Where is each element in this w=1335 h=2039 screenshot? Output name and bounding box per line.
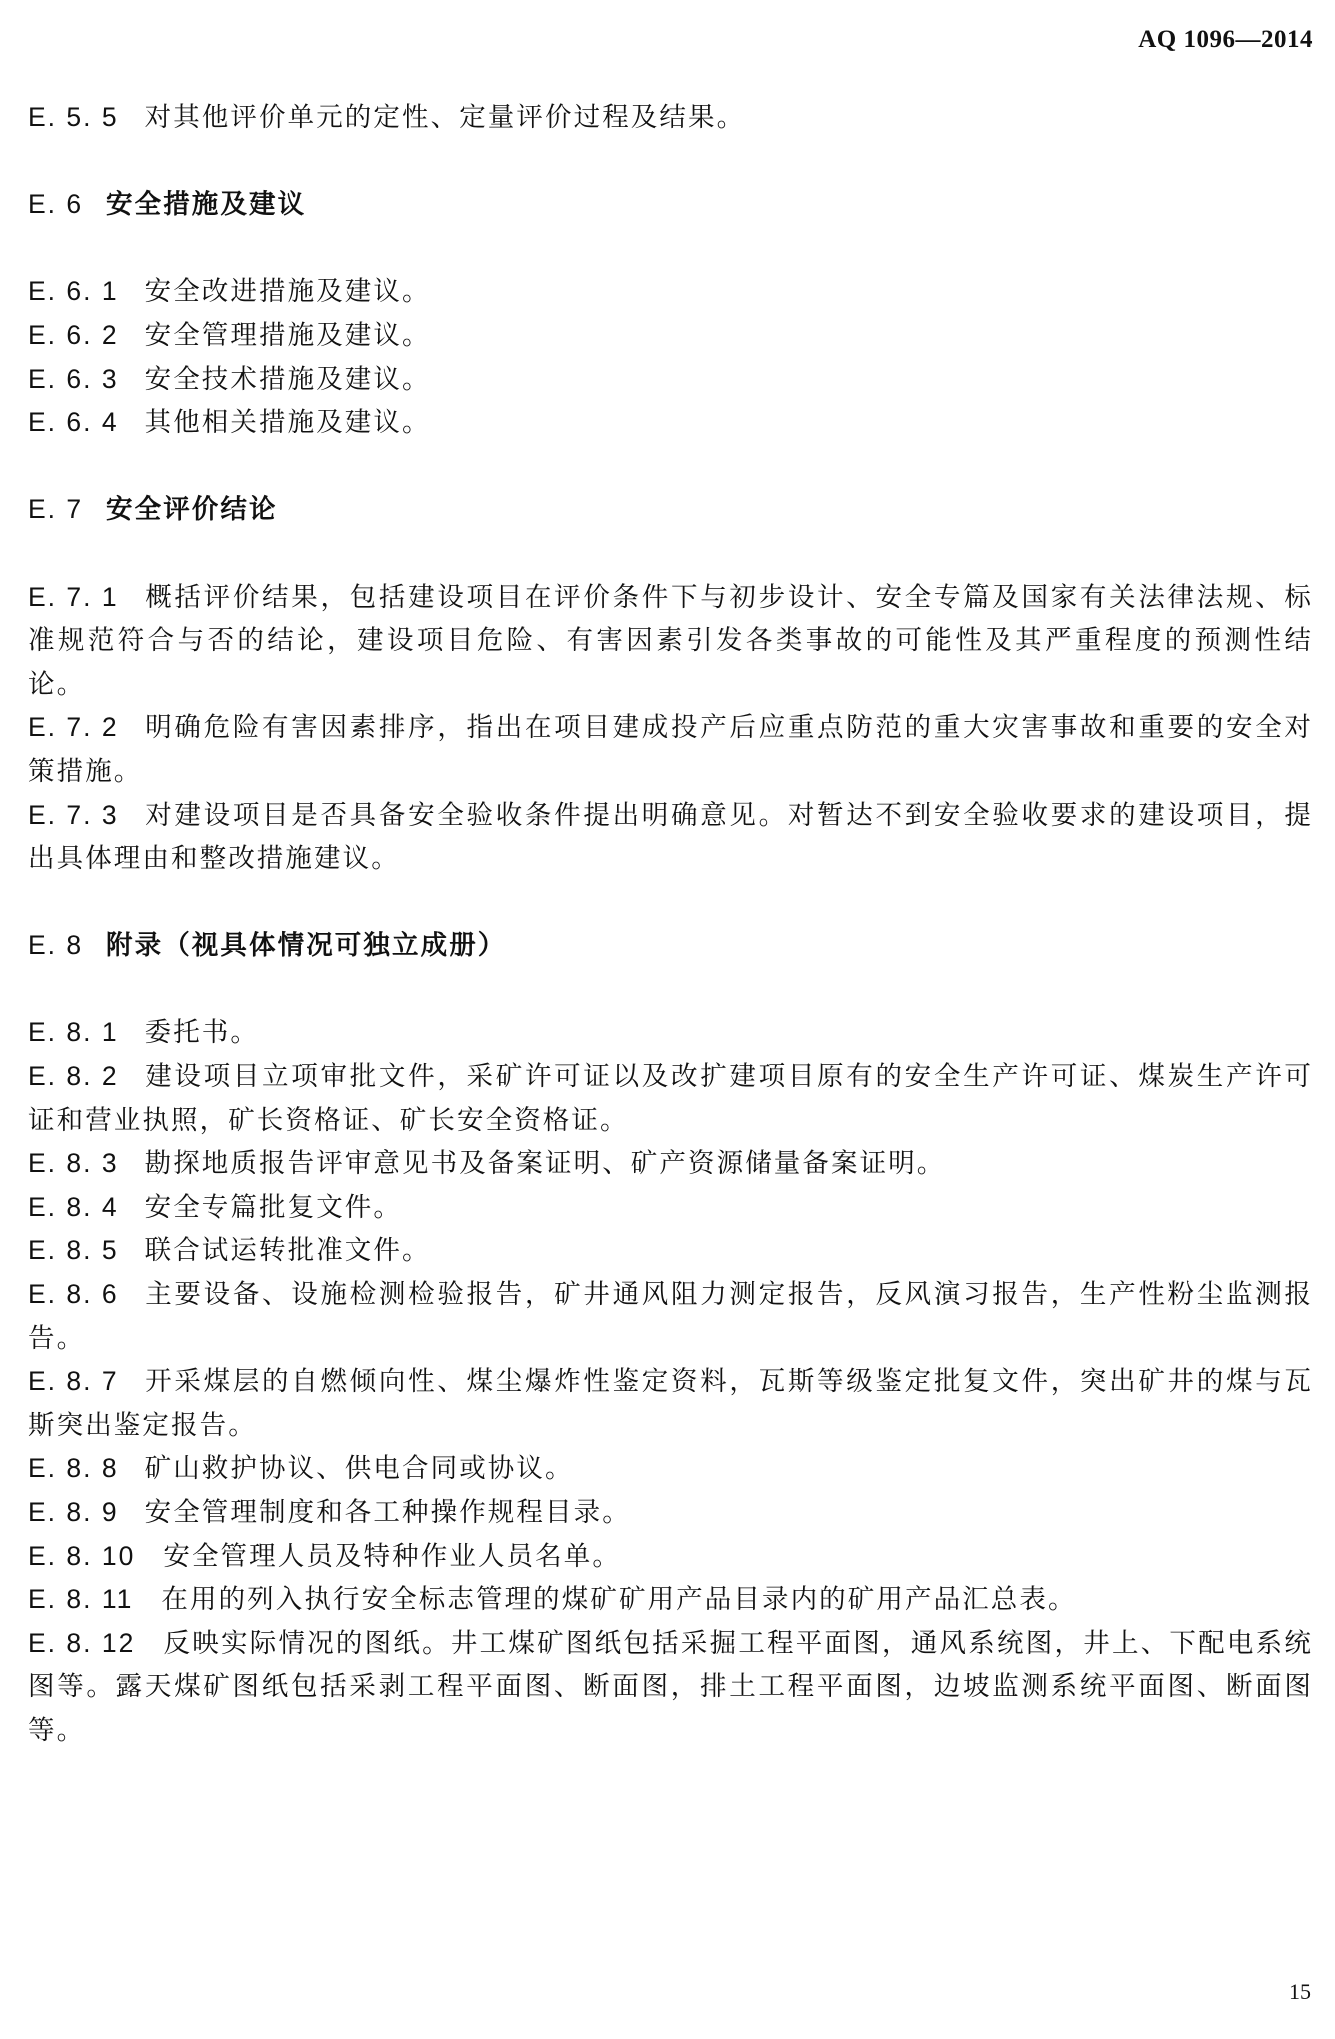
clause-number: E. 8. 5 bbox=[28, 1235, 119, 1266]
clause-text: 概括评价结果，包括建设项目在评价条件下与初步设计、安全专篇及国家有关法律法规、标准规范符合与否的结论，建设项目危险、有害因素引发各类事故的可能性及其严重程度的预测性结论。 bbox=[28, 581, 1313, 700]
clause-number: E. 8. 10 bbox=[28, 1540, 136, 1571]
clause-number: E. 8. 9 bbox=[28, 1497, 119, 1527]
clause-number: E. 8. 1 bbox=[28, 1017, 119, 1048]
clause-text: 委托书。 bbox=[144, 1017, 260, 1049]
clause-text: 建设项目立项审批文件，采矿许可证以及改扩建项目原有的安全生产许可证、煤炭生产许可证和营业执照，矿长资格证、矿长安全资格证。 bbox=[28, 1061, 1313, 1136]
clause-text: 对建设项目是否具备安全验收条件提出明确意见。对暂达不到安全验收要求的建设项目，提出具体理由和整改措施建议。 bbox=[28, 799, 1313, 875]
document-body bbox=[28, 96, 1313, 1753]
clause-e-8-10 bbox=[28, 1535, 1313, 1579]
clause-e-6-3 bbox=[28, 358, 1313, 402]
clause-text: 安全管理人员及特种作业人员名单。 bbox=[163, 1540, 621, 1572]
section-heading-e-8 bbox=[28, 924, 1313, 968]
section-number: E. 7 bbox=[28, 494, 84, 525]
clause-e-8-12 bbox=[28, 1622, 1313, 1753]
clause-e-7-1 bbox=[28, 576, 1313, 707]
clause-number: E. 8. 8 bbox=[28, 1453, 119, 1484]
clause-text: 安全技术措施及建议。 bbox=[144, 363, 431, 395]
clause-number: E. 7. 3 bbox=[28, 799, 119, 830]
clause-text: 其他相关措施及建议。 bbox=[144, 407, 431, 439]
clause-number: E. 8. 6 bbox=[28, 1279, 119, 1310]
clause-text: 安全专篇批复文件。 bbox=[144, 1191, 403, 1223]
clause-e-8-11 bbox=[28, 1578, 1313, 1622]
section-title: 安全评价结论 bbox=[106, 494, 278, 526]
clause-text: 安全管理措施及建议。 bbox=[144, 319, 431, 351]
clause-e-6-1 bbox=[28, 270, 1313, 314]
clause-text: 联合试运转批准文件。 bbox=[144, 1235, 431, 1267]
clause-e-7-2 bbox=[28, 706, 1313, 793]
clause-number: E. 8. 2 bbox=[28, 1061, 119, 1092]
clause-number: E. 5. 5 bbox=[28, 102, 119, 132]
page-number: 15 bbox=[1289, 1979, 1311, 2004]
clause-number: E. 8. 11 bbox=[28, 1584, 134, 1615]
clause-e-8-5 bbox=[28, 1229, 1313, 1273]
clause-text: 明确危险有害因素排序，指出在项目建成投产后应重点防范的重大灾害事故和重要的安全对策措施。 bbox=[28, 712, 1313, 787]
clause-e-6-4 bbox=[28, 401, 1313, 445]
clause-e-5-5 bbox=[28, 96, 1313, 140]
clause-e-8-7 bbox=[28, 1360, 1313, 1447]
clause-text: 矿山救护协议、供电合同或协议。 bbox=[144, 1453, 574, 1485]
clause-e-8-1 bbox=[28, 1011, 1313, 1055]
clause-e-6-2 bbox=[28, 314, 1313, 358]
clause-text: 对其他评价单元的定性、定量评价过程及结果。 bbox=[144, 102, 746, 133]
clause-number: E. 8. 12 bbox=[28, 1627, 136, 1658]
standard-code-header: AQ 1096—2014 bbox=[1138, 26, 1313, 53]
clause-e-8-3 bbox=[28, 1142, 1313, 1186]
section-number: E. 6 bbox=[28, 189, 84, 220]
section-number: E. 8 bbox=[28, 930, 84, 961]
clause-e-8-8 bbox=[28, 1447, 1313, 1491]
clause-text: 勘探地质报告评审意见书及备案证明、矿产资源储量备案证明。 bbox=[144, 1148, 946, 1180]
clause-number: E. 7. 2 bbox=[28, 712, 119, 743]
clause-number: E. 7. 1 bbox=[28, 581, 119, 612]
clause-number: E. 6. 3 bbox=[28, 363, 119, 394]
clause-text: 主要设备、设施检测检验报告，矿井通风阻力测定报告，反风演习报告，生产性粉尘监测报告。 bbox=[28, 1279, 1313, 1354]
clause-e-8-6 bbox=[28, 1273, 1313, 1360]
section-heading-e-7 bbox=[28, 488, 1313, 532]
clause-e-8-4 bbox=[28, 1186, 1313, 1230]
section-heading-e-6 bbox=[28, 183, 1313, 227]
clause-e-8-2 bbox=[28, 1055, 1313, 1142]
clause-e-7-3 bbox=[28, 794, 1313, 881]
clause-e-8-9 bbox=[28, 1491, 1313, 1535]
clause-text: 安全改进措施及建议。 bbox=[144, 276, 431, 308]
section-title: 安全措施及建议 bbox=[106, 189, 307, 221]
clause-number: E. 8. 7 bbox=[28, 1366, 119, 1397]
clause-text: 安全管理制度和各工种操作规程目录。 bbox=[144, 1497, 631, 1528]
clause-text: 开采煤层的自燃倾向性、煤尘爆炸性鉴定资料，瓦斯等级鉴定批复文件，突出矿井的煤与瓦斯突出鉴定报告。 bbox=[28, 1366, 1313, 1441]
clause-number: E. 6. 2 bbox=[28, 319, 119, 350]
clause-number: E. 8. 4 bbox=[28, 1191, 119, 1222]
clause-number: E. 6. 1 bbox=[28, 276, 119, 307]
clause-text: 在用的列入执行安全标志管理的煤矿矿用产品目录内的矿用产品汇总表。 bbox=[161, 1584, 1077, 1616]
clause-number: E. 8. 3 bbox=[28, 1148, 119, 1179]
clause-text: 反映实际情况的图纸。井工煤矿图纸包括采掘工程平面图，通风系统图，井上、下配电系统图等。露天煤矿图纸包括采剥工程平面图、断面图，排土工程平面图，边坡监测系统平面图、断面图等。 bbox=[28, 1627, 1313, 1746]
clause-number: E. 6. 4 bbox=[28, 407, 119, 438]
section-title: 附录（视具体情况可独立成册） bbox=[106, 930, 507, 962]
